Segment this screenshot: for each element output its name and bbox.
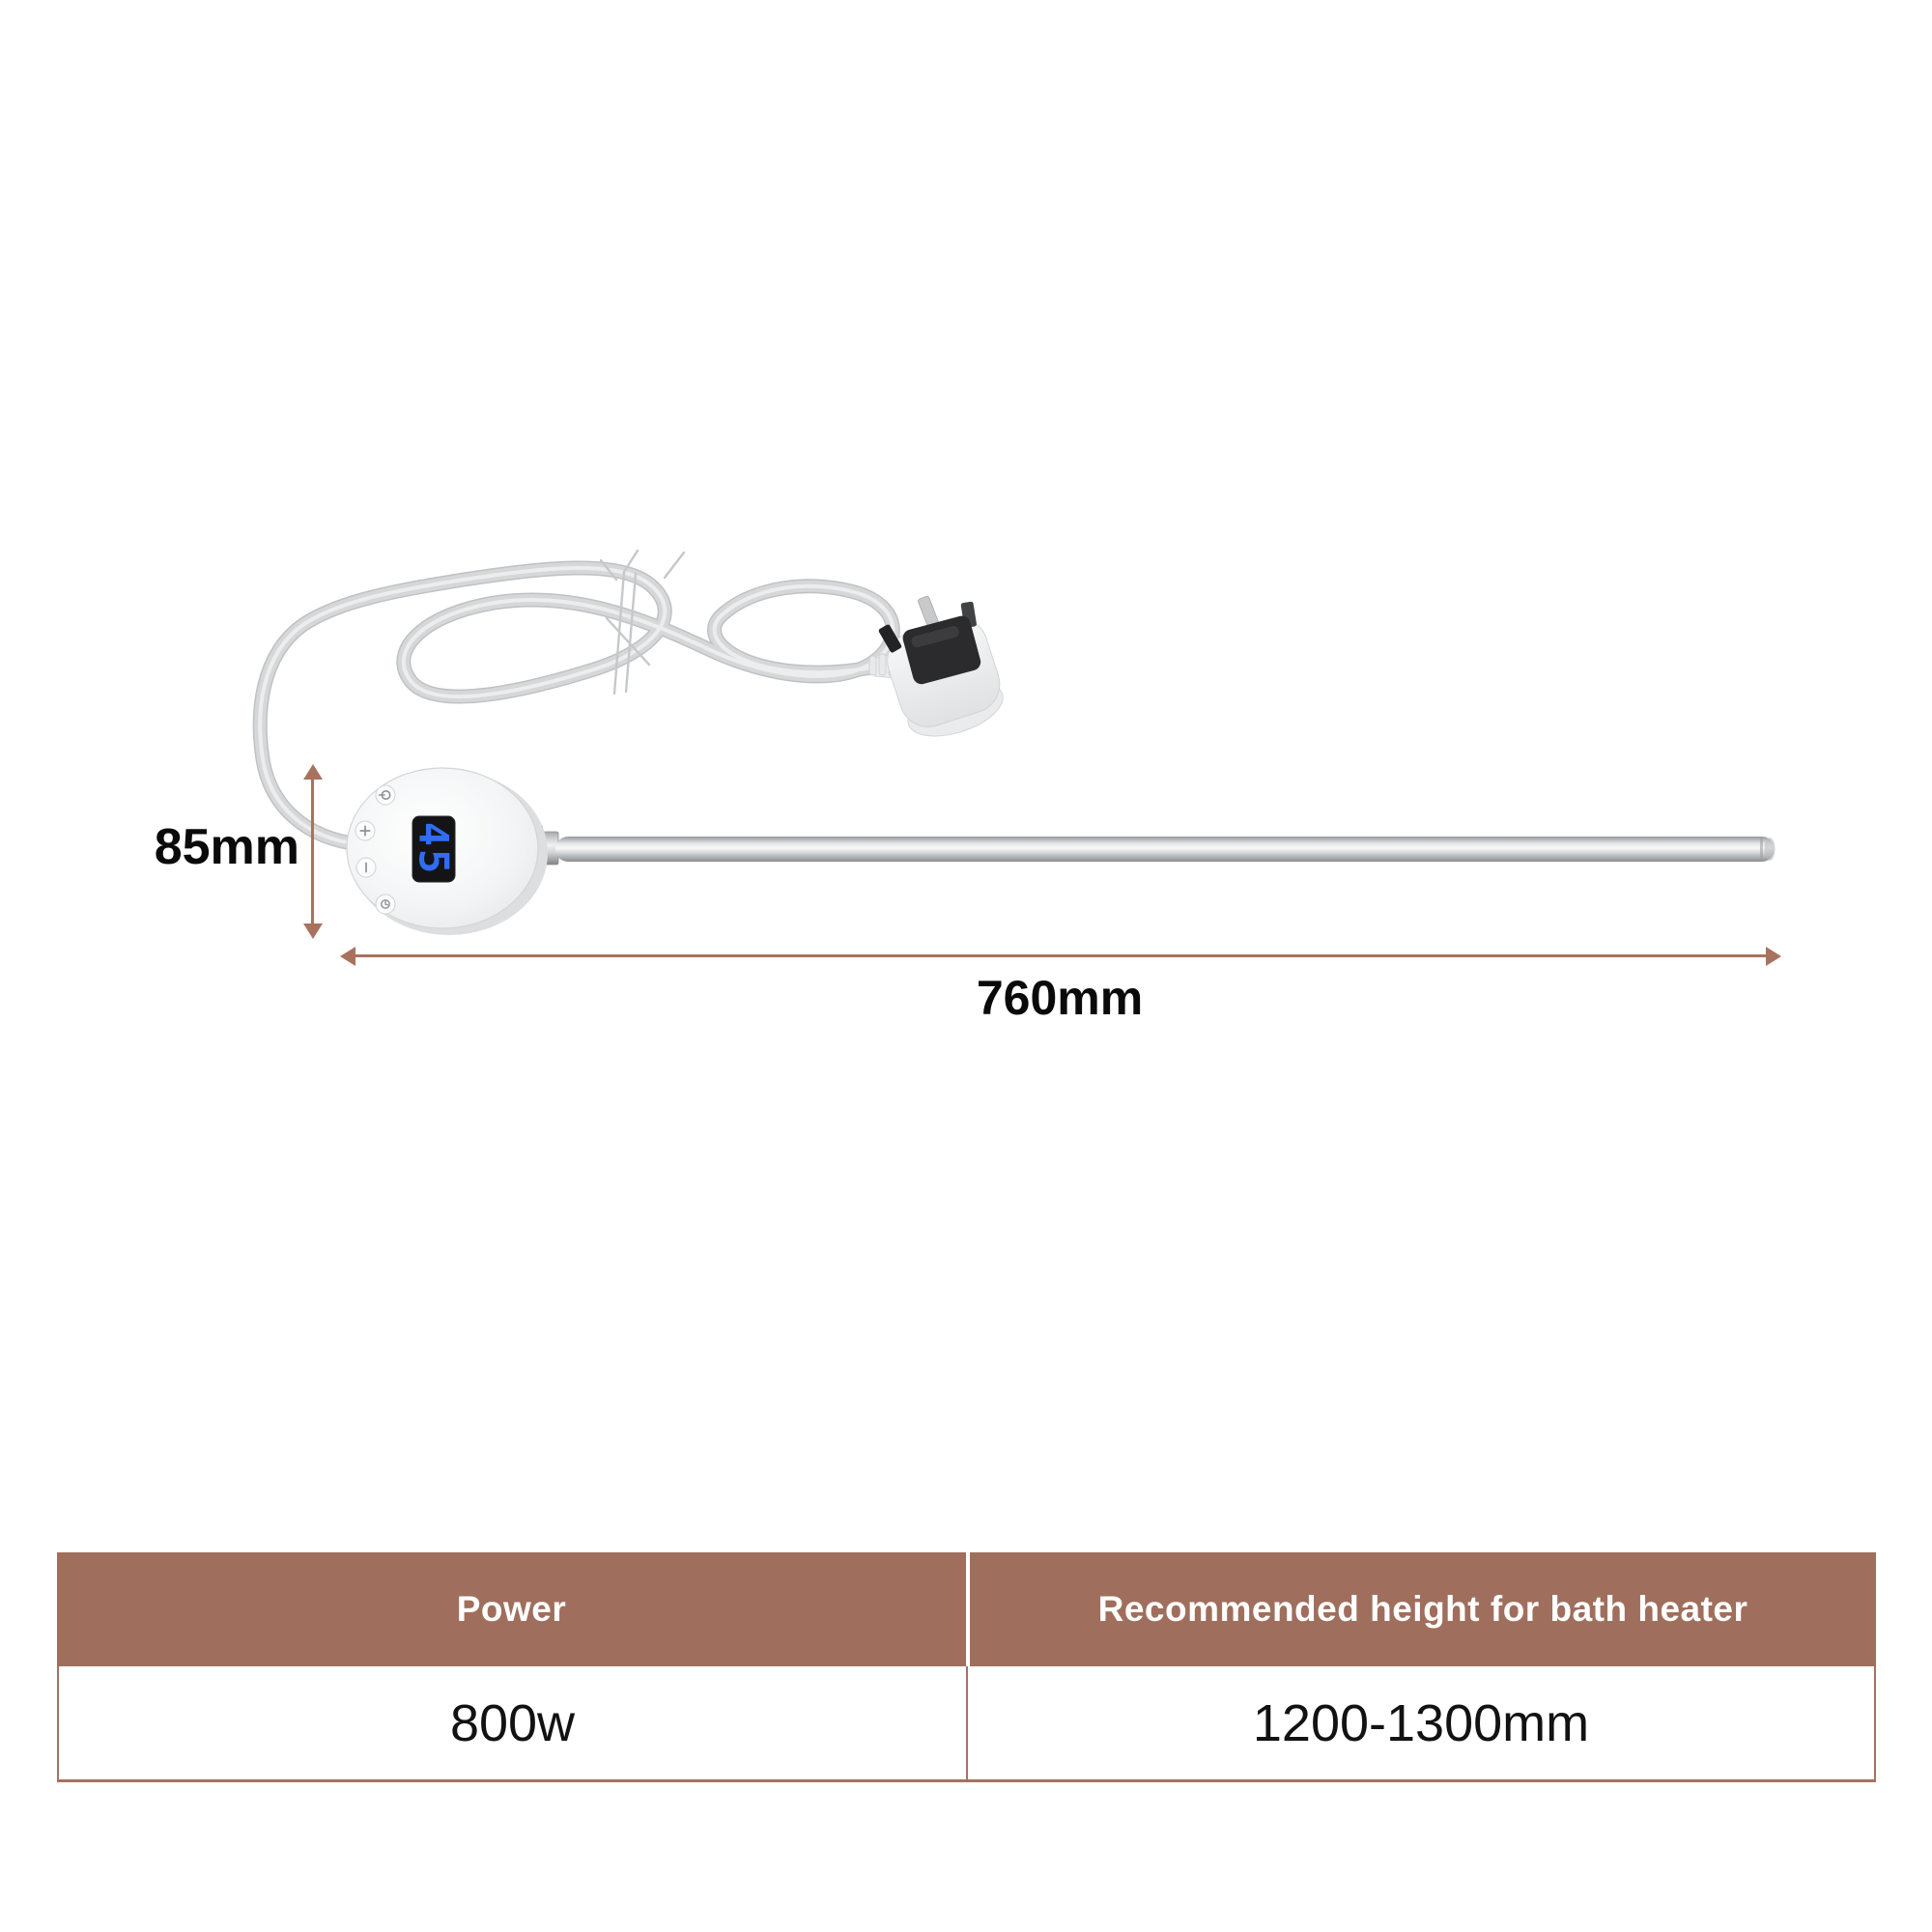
spec-header-recommended-height: Recommended height for bath heater — [970, 1552, 1876, 1666]
spec-value-recommended-height: 1200-1300mm — [1252, 1693, 1590, 1752]
arrowhead-down-icon — [303, 923, 323, 939]
height-dimension-label: 85mm — [154, 819, 299, 875]
heating-rod — [555, 837, 1776, 862]
arrowhead-right-icon — [1766, 947, 1781, 966]
spec-table-value-row — [57, 1666, 1876, 1782]
thermostat-controller — [347, 768, 548, 935]
spec-header-power: Power — [57, 1552, 966, 1666]
length-dimension-label: 760mm — [976, 971, 1144, 1025]
power-cable — [260, 568, 893, 844]
power-icon — [376, 785, 395, 805]
temperature-display — [411, 816, 458, 882]
height-dimension-arrow — [300, 764, 326, 939]
spec-value-power: 800w — [449, 1693, 576, 1752]
spec-table — [57, 1552, 1876, 1782]
timer-icon — [376, 895, 395, 914]
minus-icon — [356, 858, 376, 877]
plus-icon — [355, 821, 375, 840]
temperature-value: 45 — [410, 821, 458, 877]
spec-table-header-row — [57, 1552, 1876, 1666]
length-dimension-arrow — [340, 944, 1781, 969]
